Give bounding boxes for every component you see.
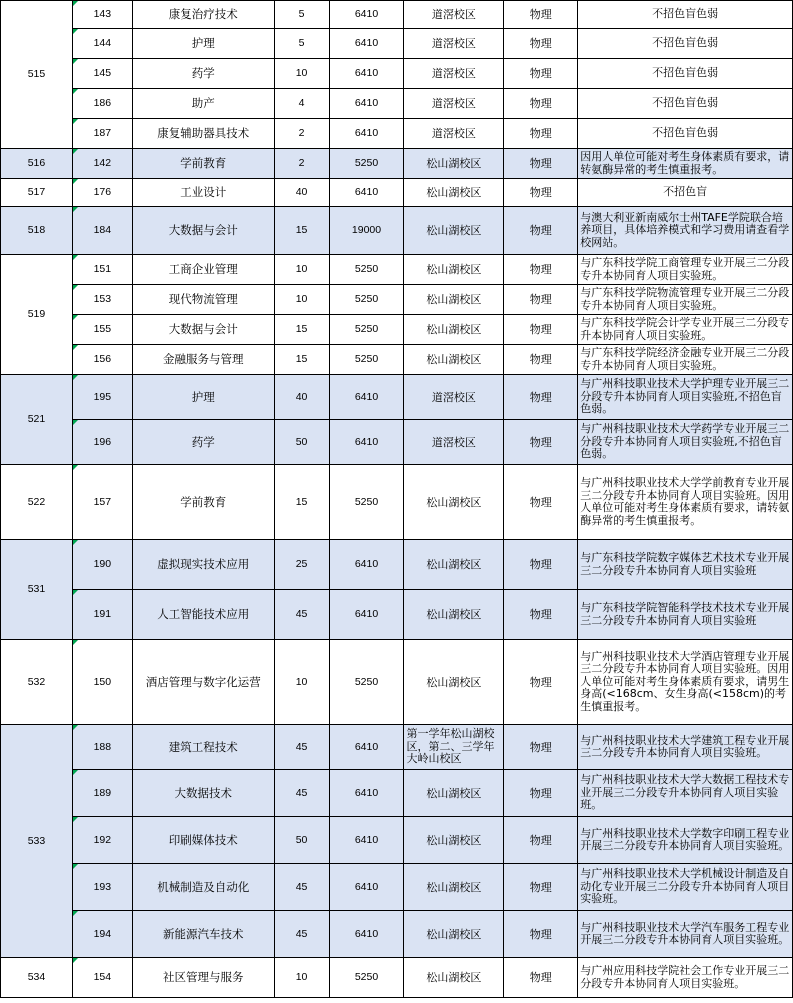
cell-subject[interactable]: 物理 xyxy=(504,149,578,179)
cell-plan[interactable]: 50 xyxy=(274,420,329,465)
cell-campus[interactable]: 松山湖校区 xyxy=(404,590,504,640)
cell-major[interactable]: 康复治疗技术 xyxy=(132,1,274,29)
cell-subject[interactable]: 物理 xyxy=(504,817,578,864)
table-row xyxy=(1,89,793,119)
table-row xyxy=(1,119,793,149)
cell-subject[interactable]: 物理 xyxy=(504,29,578,59)
cell-major[interactable]: 工商企业管理 xyxy=(132,255,274,285)
cell-code[interactable]: 184 xyxy=(72,207,132,255)
cell-campus[interactable]: 松山湖校区 xyxy=(404,911,504,958)
cell-plan[interactable]: 5 xyxy=(274,1,329,29)
cell-remark[interactable]: 与广东科技学院经济金融专业开展三二分段专升本协同育人项目实验班。 xyxy=(578,345,793,375)
cell-code[interactable]: 143 xyxy=(72,1,132,29)
cell-code[interactable]: 196 xyxy=(72,420,132,465)
cell-code[interactable]: 151 xyxy=(72,255,132,285)
cell-fee[interactable]: 6410 xyxy=(329,179,404,207)
cell-code[interactable]: 195 xyxy=(72,375,132,420)
cell-code[interactable]: 150 xyxy=(72,640,132,725)
cell-group-code[interactable]: 519 xyxy=(1,255,73,375)
cell-subject[interactable]: 物理 xyxy=(504,770,578,817)
cell-fee[interactable]: 6410 xyxy=(329,89,404,119)
cell-subject[interactable]: 物理 xyxy=(504,725,578,770)
cell-code[interactable]: 193 xyxy=(72,864,132,911)
cell-code[interactable]: 189 xyxy=(72,770,132,817)
cell-remark[interactable]: 与广州科技职业技术大学汽车服务工程专业开展三二分段专升本协同育人项目实验班。 xyxy=(578,911,793,958)
cell-code[interactable]: 145 xyxy=(72,59,132,89)
cell-plan[interactable]: 2 xyxy=(274,149,329,179)
cell-remark[interactable]: 不招色盲色弱 xyxy=(578,29,793,59)
cell-fee[interactable]: 6410 xyxy=(329,1,404,29)
cell-major[interactable]: 机械制造及自动化 xyxy=(132,864,274,911)
cell-plan[interactable]: 4 xyxy=(274,89,329,119)
cell-code[interactable]: 186 xyxy=(72,89,132,119)
table-row xyxy=(1,465,793,540)
cell-code[interactable]: 156 xyxy=(72,345,132,375)
cell-plan[interactable]: 15 xyxy=(274,345,329,375)
cell-plan[interactable]: 45 xyxy=(274,770,329,817)
table-row xyxy=(1,911,793,958)
cell-remark[interactable]: 与广东科技学院智能科学技术技术专业开展三二分段专升本协同育人项目实验班 xyxy=(578,590,793,640)
cell-plan[interactable]: 5 xyxy=(274,29,329,59)
cell-major[interactable]: 药学 xyxy=(132,420,274,465)
cell-code[interactable]: 190 xyxy=(72,540,132,590)
cell-remark[interactable]: 与广州科技职业技术大学药学专业开展三二分段专升本协同育人项目实验班,不招色盲色弱。 xyxy=(578,420,793,465)
cell-campus[interactable]: 松山湖校区 xyxy=(404,640,504,725)
cell-major[interactable]: 学前教育 xyxy=(132,465,274,540)
cell-campus[interactable]: 道滘校区 xyxy=(404,119,504,149)
cell-plan[interactable]: 10 xyxy=(274,59,329,89)
cell-remark[interactable]: 与广东科技学院数字媒体艺术技术专业开展三二分段专升本协同育人项目实验班 xyxy=(578,540,793,590)
cell-group-code[interactable]: 517 xyxy=(1,179,73,207)
cell-campus[interactable]: 松山湖校区 xyxy=(404,179,504,207)
table-row xyxy=(1,958,793,998)
cell-campus[interactable]: 松山湖校区 xyxy=(404,255,504,285)
cell-remark[interactable]: 与广州科技职业技术大学酒店管理专业开展三二分段专升本协同育人项目实验班。因用人单位可能对考生身体素质有要求，请男生身高(<168cm、女生身高(<158cm)的考生慎重报考。 xyxy=(578,640,793,725)
cell-major[interactable]: 康复辅助器具技术 xyxy=(132,119,274,149)
cell-fee[interactable]: 6410 xyxy=(329,590,404,640)
table-row xyxy=(1,29,793,59)
cell-code[interactable]: 153 xyxy=(72,285,132,315)
cell-subject[interactable]: 物理 xyxy=(504,540,578,590)
cell-campus[interactable]: 道滘校区 xyxy=(404,375,504,420)
cell-campus[interactable]: 松山湖校区 xyxy=(404,345,504,375)
cell-fee[interactable]: 19000 xyxy=(329,207,404,255)
table-row xyxy=(1,817,793,864)
cell-group-code[interactable]: 531 xyxy=(1,540,73,640)
cell-plan[interactable]: 40 xyxy=(274,179,329,207)
cell-major[interactable]: 助产 xyxy=(132,89,274,119)
cell-code[interactable]: 142 xyxy=(72,149,132,179)
cell-subject[interactable]: 物理 xyxy=(504,465,578,540)
cell-fee[interactable]: 6410 xyxy=(329,864,404,911)
cell-fee[interactable]: 6410 xyxy=(329,540,404,590)
table-row xyxy=(1,255,793,285)
cell-subject[interactable]: 物理 xyxy=(504,375,578,420)
cell-subject[interactable]: 物理 xyxy=(504,315,578,345)
cell-major[interactable]: 学前教育 xyxy=(132,149,274,179)
cell-major[interactable]: 工业设计 xyxy=(132,179,274,207)
cell-campus[interactable]: 道滘校区 xyxy=(404,29,504,59)
cell-campus[interactable]: 松山湖校区 xyxy=(404,958,504,998)
cell-major[interactable]: 社区管理与服务 xyxy=(132,958,274,998)
cell-campus[interactable]: 松山湖校区 xyxy=(404,465,504,540)
cell-fee[interactable]: 6410 xyxy=(329,375,404,420)
table-row xyxy=(1,149,793,179)
cell-campus[interactable]: 松山湖校区 xyxy=(404,817,504,864)
cell-group-code[interactable]: 515 xyxy=(1,1,73,149)
cell-major[interactable]: 现代物流管理 xyxy=(132,285,274,315)
cell-campus[interactable]: 道滘校区 xyxy=(404,59,504,89)
table-row xyxy=(1,540,793,590)
cell-major[interactable]: 大数据与会计 xyxy=(132,315,274,345)
cell-subject[interactable]: 物理 xyxy=(504,285,578,315)
cell-subject[interactable]: 物理 xyxy=(504,640,578,725)
cell-fee[interactable]: 6410 xyxy=(329,911,404,958)
cell-campus[interactable]: 松山湖校区 xyxy=(404,149,504,179)
table-row xyxy=(1,285,793,315)
cell-plan[interactable]: 10 xyxy=(274,285,329,315)
cell-remark[interactable]: 不招色盲色弱 xyxy=(578,1,793,29)
cell-group-code[interactable]: 518 xyxy=(1,207,73,255)
cell-plan[interactable]: 45 xyxy=(274,864,329,911)
cell-fee[interactable]: 5250 xyxy=(329,315,404,345)
table-row xyxy=(1,1,793,29)
table-row xyxy=(1,864,793,911)
cell-remark[interactable]: 与广州科技职业技术大学大数据工程技术专业开展三二分段专升本协同育人项目实验班。 xyxy=(578,770,793,817)
cell-plan[interactable]: 15 xyxy=(274,465,329,540)
cell-code[interactable]: 187 xyxy=(72,119,132,149)
cell-fee[interactable]: 5250 xyxy=(329,958,404,998)
cell-campus[interactable]: 松山湖校区 xyxy=(404,315,504,345)
cell-plan[interactable]: 10 xyxy=(274,958,329,998)
cell-remark[interactable]: 不招色盲色弱 xyxy=(578,89,793,119)
cell-campus[interactable]: 第一学年松山湖校区，第二、三学年大岭山校区 xyxy=(404,725,504,770)
cell-major[interactable]: 建筑工程技术 xyxy=(132,725,274,770)
cell-remark[interactable]: 与广州科技职业技术大学机械设计制造及自动化专业开展三二分段专升本协同育人项目实验班。 xyxy=(578,864,793,911)
cell-subject[interactable]: 物理 xyxy=(504,1,578,29)
cell-code[interactable]: 176 xyxy=(72,179,132,207)
cell-fee[interactable]: 6410 xyxy=(329,420,404,465)
cell-subject[interactable]: 物理 xyxy=(504,420,578,465)
cell-campus[interactable]: 道滘校区 xyxy=(404,1,504,29)
cell-campus[interactable]: 松山湖校区 xyxy=(404,770,504,817)
cell-plan[interactable]: 15 xyxy=(274,207,329,255)
table-row xyxy=(1,375,793,420)
cell-group-code[interactable]: 534 xyxy=(1,958,73,998)
cell-fee[interactable]: 6410 xyxy=(329,29,404,59)
cell-major[interactable]: 大数据技术 xyxy=(132,770,274,817)
cell-subject[interactable]: 物理 xyxy=(504,590,578,640)
cell-code[interactable]: 192 xyxy=(72,817,132,864)
cell-remark[interactable]: 与广州科技职业技术大学护理专业开展三二分段专升本协同育人项目实验班,不招色盲色弱。 xyxy=(578,375,793,420)
cell-plan[interactable]: 10 xyxy=(274,640,329,725)
cell-subject[interactable]: 物理 xyxy=(504,119,578,149)
cell-fee[interactable]: 5250 xyxy=(329,465,404,540)
cell-campus[interactable]: 松山湖校区 xyxy=(404,540,504,590)
cell-fee[interactable]: 6410 xyxy=(329,817,404,864)
cell-major[interactable]: 药学 xyxy=(132,59,274,89)
table-row xyxy=(1,420,793,465)
cell-subject[interactable]: 物理 xyxy=(504,864,578,911)
cell-subject[interactable]: 物理 xyxy=(504,89,578,119)
table-row xyxy=(1,725,793,770)
cell-fee[interactable]: 6410 xyxy=(329,770,404,817)
cell-major[interactable]: 酒店管理与数字化运营 xyxy=(132,640,274,725)
cell-code[interactable]: 194 xyxy=(72,911,132,958)
cell-fee[interactable]: 6410 xyxy=(329,59,404,89)
cell-group-code[interactable]: 521 xyxy=(1,375,73,465)
cell-major[interactable]: 人工智能技术应用 xyxy=(132,590,274,640)
cell-fee[interactable]: 6410 xyxy=(329,119,404,149)
cell-group-code[interactable]: 533 xyxy=(1,725,73,958)
cell-code[interactable]: 144 xyxy=(72,29,132,59)
cell-campus[interactable]: 松山湖校区 xyxy=(404,285,504,315)
cell-plan[interactable]: 50 xyxy=(274,817,329,864)
cell-remark[interactable]: 因用人单位可能对考生身体素质有要求，请转氨酶异常的考生慎重报考。 xyxy=(578,149,793,179)
cell-code[interactable]: 154 xyxy=(72,958,132,998)
cell-subject[interactable]: 物理 xyxy=(504,255,578,285)
cell-plan[interactable]: 45 xyxy=(274,725,329,770)
cell-subject[interactable]: 物理 xyxy=(504,911,578,958)
cell-fee[interactable]: 5250 xyxy=(329,149,404,179)
cell-remark[interactable]: 与广东科技学院工商管理专业开展三二分段专升本协同育人项目实验班。 xyxy=(578,255,793,285)
cell-subject[interactable]: 物理 xyxy=(504,958,578,998)
cell-code[interactable]: 155 xyxy=(72,315,132,345)
cell-code[interactable]: 188 xyxy=(72,725,132,770)
cell-remark[interactable]: 与广州科技职业技术大学学前教育专业开展三二分段专升本协同育人项目实验班。因用人单位可能对考生身体素质有要求，请转氨酶异常的考生慎重报考。 xyxy=(578,465,793,540)
cell-campus[interactable]: 道滘校区 xyxy=(404,420,504,465)
cell-group-code[interactable]: 532 xyxy=(1,640,73,725)
cell-plan[interactable]: 2 xyxy=(274,119,329,149)
cell-campus[interactable]: 松山湖校区 xyxy=(404,207,504,255)
cell-group-code[interactable]: 522 xyxy=(1,465,73,540)
cell-subject[interactable]: 物理 xyxy=(504,345,578,375)
cell-remark[interactable]: 与广州应用科技学院社会工作专业开展三二分段专升本协同育人项目实验班。 xyxy=(578,958,793,998)
table-row xyxy=(1,590,793,640)
table-row xyxy=(1,59,793,89)
cell-plan[interactable]: 45 xyxy=(274,911,329,958)
cell-remark[interactable]: 与广东科技学院会计学专业开展三二分段专升本协同育人项目实验班。 xyxy=(578,315,793,345)
table-row xyxy=(1,640,793,725)
cell-subject[interactable]: 物理 xyxy=(504,207,578,255)
cell-plan[interactable]: 10 xyxy=(274,255,329,285)
cell-fee[interactable]: 5250 xyxy=(329,255,404,285)
cell-major[interactable]: 虚拟现实技术应用 xyxy=(132,540,274,590)
cell-major[interactable]: 护理 xyxy=(132,29,274,59)
cell-major[interactable]: 新能源汽车技术 xyxy=(132,911,274,958)
cell-campus[interactable]: 道滘校区 xyxy=(404,89,504,119)
cell-remark[interactable]: 与广州科技职业技术大学数字印刷工程专业开展三二分段专升本协同育人项目实验班。 xyxy=(578,817,793,864)
cell-subject[interactable]: 物理 xyxy=(504,179,578,207)
cell-code[interactable]: 191 xyxy=(72,590,132,640)
cell-plan[interactable]: 25 xyxy=(274,540,329,590)
cell-major[interactable]: 金融服务与管理 xyxy=(132,345,274,375)
cell-plan[interactable]: 45 xyxy=(274,590,329,640)
cell-major[interactable]: 印刷媒体技术 xyxy=(132,817,274,864)
cell-fee[interactable]: 6410 xyxy=(329,725,404,770)
cell-plan[interactable]: 40 xyxy=(274,375,329,420)
cell-remark[interactable]: 与澳大利亚新南威尔士州TAFE学院联合培养项目，具体培养模式和学习费用请查看学校网站。 xyxy=(578,207,793,255)
cell-fee[interactable]: 5250 xyxy=(329,640,404,725)
cell-remark[interactable]: 不招色盲色弱 xyxy=(578,119,793,149)
cell-subject[interactable]: 物理 xyxy=(504,59,578,89)
table-row xyxy=(1,179,793,207)
cell-group-code[interactable]: 516 xyxy=(1,149,73,179)
cell-campus[interactable]: 松山湖校区 xyxy=(404,864,504,911)
cell-remark[interactable]: 与广东科技学院物流管理专业开展三二分段专升本协同育人项目实验班。 xyxy=(578,285,793,315)
table-row xyxy=(1,345,793,375)
cell-remark[interactable]: 不招色盲 xyxy=(578,179,793,207)
cell-major[interactable]: 大数据与会计 xyxy=(132,207,274,255)
table-row xyxy=(1,770,793,817)
cell-code[interactable]: 157 xyxy=(72,465,132,540)
cell-plan[interactable]: 15 xyxy=(274,315,329,345)
cell-fee[interactable]: 5250 xyxy=(329,345,404,375)
cell-remark[interactable]: 与广州科技职业技术大学建筑工程专业开展三二分段专升本协同育人项目实验班。 xyxy=(578,725,793,770)
cell-major[interactable]: 护理 xyxy=(132,375,274,420)
table-row xyxy=(1,207,793,255)
cell-fee[interactable]: 5250 xyxy=(329,285,404,315)
cell-remark[interactable]: 不招色盲色弱 xyxy=(578,59,793,89)
table-row xyxy=(1,315,793,345)
